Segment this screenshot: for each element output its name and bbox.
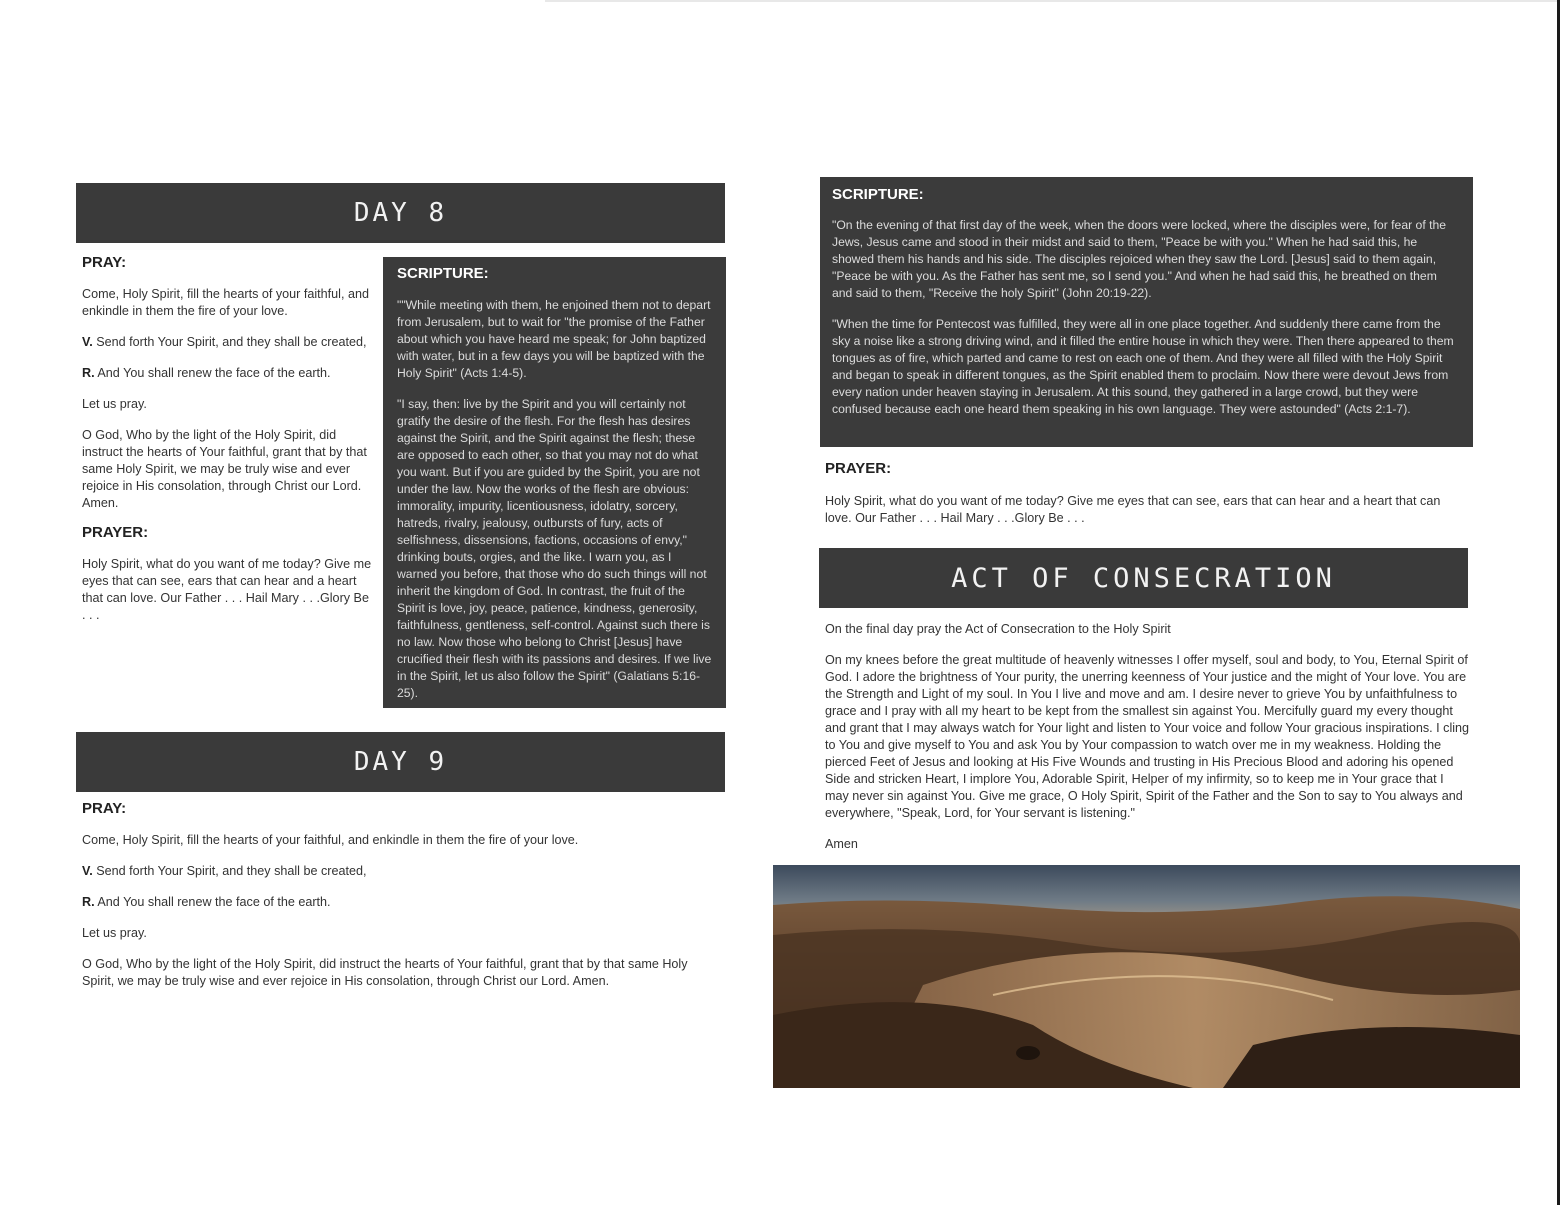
day8-pray-section [82, 254, 374, 624]
day9-pray-line-4: Let us pray. [82, 926, 147, 940]
consecration-banner [819, 548, 1468, 608]
day9-title: DAY 9 [353, 747, 448, 777]
versicle-label: V. [82, 864, 93, 878]
response-label: R. [82, 366, 95, 380]
day8-scripture-para-1: ""While meeting with them, he enjoined them not to depart from Jerusalem, but to wait for "the promise of the Father about which you have heard me speak; for John baptized with water, but in a few days you will be baptized with the Holy Spirit" (Acts 1:4-5). [397, 298, 711, 380]
day8-prayer-text: Holy Spirit, what do you want of me today? Give me eyes that can see, ears that can hear and a heart that can love. Our Father . . . Hail Mary . . .Glory Be . . . [82, 557, 372, 622]
day8-pray-line-5: O God, Who by the light of the Holy Spirit, did instruct the hearts of Your faithful, grant that by that same Holy Spirit, we may be truly wise and ever rejoice in His consolation, through Christ our Lord. Amen. [82, 428, 367, 510]
day8-pray-line-2: V. Send forth Your Spirit, and they shall be created, [82, 335, 367, 349]
desert-dunes-photo [773, 865, 1520, 1088]
consecration-amen: Amen [825, 837, 858, 851]
right-scripture-heading: SCRIPTURE: [832, 186, 924, 203]
day8-pray-line-4: Let us pray. [82, 397, 147, 411]
right-scripture-box [820, 177, 1473, 447]
day9-pray-heading: PRAY: [82, 800, 127, 817]
day8-pray-line-1: Come, Holy Spirit, fill the hearts of your faithful, and enkindle in them the fire of your love. [82, 287, 369, 318]
versicle-label: V. [82, 335, 93, 349]
scan-top-edge [545, 0, 1560, 2]
day8-prayer-heading: PRAYER: [82, 524, 149, 541]
right-prayer-section [825, 460, 1470, 527]
right-scripture-para-1: "On the evening of that first day of the week, when the doors were locked, where the disciples were, for fear of the Jews, Jesus came and stood in their midst and said to them, "Peace be with you." When he had said this, he showed them his hands and his side. The disciples rejoiced when they saw the Lord. [Jesus] said to them again, "Peace be with you. As the Father has sent me, so I send you." And when he had said this, he breathed on them and said to them, "Receive the holy Spirit" (John 20:19-22). [832, 218, 1447, 300]
day9-pray-line-5: O God, Who by the light of the Holy Spirit, did instruct the hearts of Your faithful, grant that by that same Holy Spirit, we may be truly wise and ever rejoice in His consolation, through Christ our Lord. Amen. [82, 957, 688, 988]
day9-pray-line-1: Come, Holy Spirit, fill the hearts of your faithful, and enkindle in them the fire of your love. [82, 833, 579, 847]
consecration-section [825, 621, 1470, 853]
day8-scripture-heading: SCRIPTURE: [397, 265, 489, 282]
right-scripture-para-2: "When the time for Pentecost was fulfilled, they were all in one place together. And suddenly there came from the sky a noise like a strong driving wind, and it filled the entire house in which they were. Then there appeared to them tongues as of fire, which parted and came to rest on each one of them. And they were all filled with the Holy Spirit and began to speak in different tongues, as the Spirit enabled them to proclaim. Now there were devout Jews from every nation under heaven staying in Jerusalem. At this sound, they gathered in a large crowd, but they were confused because each one heard them speaking in his own language. They were astounded" (Acts 2:1-7). [832, 317, 1454, 416]
day8-pray-line-3: R. And You shall renew the face of the earth. [82, 366, 331, 380]
response-label: R. [82, 895, 95, 909]
right-prayer-heading: PRAYER: [825, 460, 892, 477]
consecration-title: ACT OF CONSECRATION [951, 562, 1336, 594]
day9-banner [76, 732, 725, 792]
consecration-intro: On the final day pray the Act of Consecration to the Holy Spirit [825, 622, 1171, 636]
day8-scripture-box [383, 257, 726, 708]
day8-pray-heading: PRAY: [82, 254, 127, 271]
day8-scripture-para-2: "I say, then: live by the Spirit and you will certainly not gratify the desire of the flesh. For the flesh has desires against the Spirit, and the Spirit against the flesh; these are opposed to each other, so that you may not do what you want. But if you are guided by the Spirit, you are not under the law. Now the works of the flesh are obvious: immorality, impurity, licentiousness, idolatry, sorcery, hatreds, rivalry, jealousy, outbursts of fury, acts of selfishness, dissensions, factions, occasions of envy," drinking bouts, orgies, and the like. I warn you, as I warned you before, that those who do such things will not inherit the kingdom of God. In contrast, the fruit of the Spirit is love, joy, peace, patience, kindness, generosity, faithfulness, gentleness, self-control. Against such there is no law. Now those who belong to Christ [Jesus] have crucified their flesh with its passions and desires. If we live in the Spirit, let us also follow the Spirit" (Galatians 5:16-25). [397, 397, 712, 700]
day9-pray-line-2: V. Send forth Your Spirit, and they shall be created, [82, 864, 367, 878]
day8-banner [76, 183, 725, 243]
right-prayer-text: Holy Spirit, what do you want of me today? Give me eyes that can see, ears that can hear and a heart that can love. Our Father . . . Hail Mary . . .Glory Be . . . [825, 494, 1441, 525]
day8-title: DAY 8 [353, 198, 448, 228]
consecration-text: On my knees before the great multitude of heavenly witnesses I offer myself, soul and body, to You, Eternal Spirit of God. I adore the brightness of Your purity, the unerring keenness of Your justice and the might of Your love. You are the Strength and Light of my soul. In You I live and move and am. I desire never to grieve You by unfaithfulness to grace and I pray with all my heart to be kept from the smallest sin against You. Mercifully guard my every thought and grant that I may always watch for Your light and listen to Your voice and follow Your gracious inspirations. I cling to You and give myself to You and ask You by Your compassion to watch over me in my weakness. Holding the pierced Feet of Jesus and looking at His Five Wounds and trusting in His Precious Blood and adoring his opened Side and stricken Heart, I implore You, Adorable Spirit, Helper of my infirmity, so to keep me in Your grace that I may never sin against You. Give me grace, O Holy Spirit, Spirit of the Father and the Son to say to You always and everywhere, "Speak, Lord, for Your servant is listening." [825, 653, 1470, 820]
day9-pray-line-3: R. And You shall renew the face of the earth. [82, 895, 331, 909]
day9-pray-section [82, 800, 712, 990]
desert-dunes-illustration [773, 865, 1520, 1088]
